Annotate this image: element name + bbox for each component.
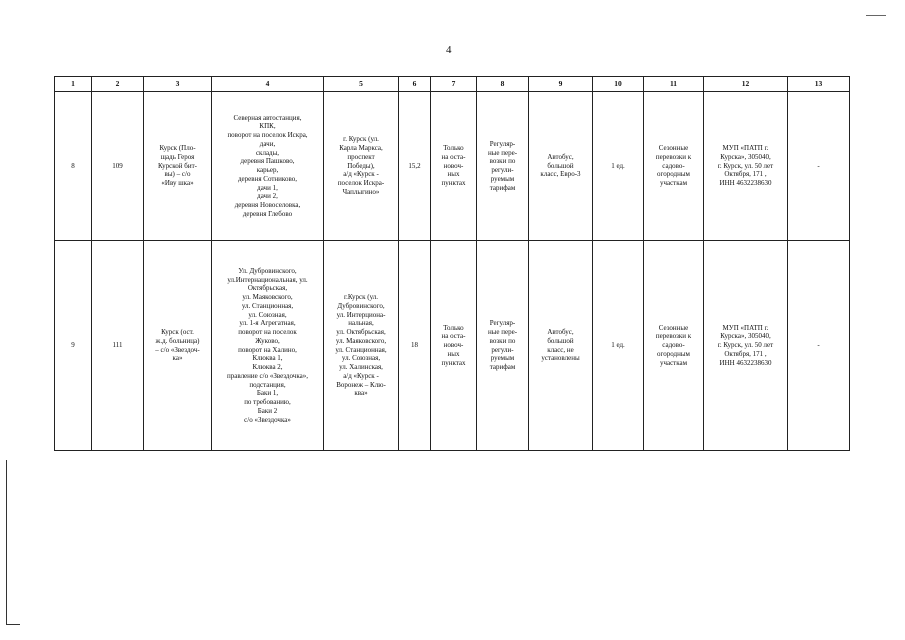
cell-route-name: Курск (Пло- щадь Героя Курской бит- вы) – с/о «Иву шка» bbox=[144, 92, 212, 241]
cell-carrier: МУП «ПАТП г. Курска», 305040, г. Курск, ул. 50 лет Октября, 171 , ИНН 4632238630 bbox=[704, 92, 788, 241]
column-header-2: 2 bbox=[92, 77, 144, 92]
column-header-4: 4 bbox=[212, 77, 324, 92]
column-header-6: 6 bbox=[399, 77, 431, 92]
cell-streets: г. Курск (ул. Карла Маркса, проспект Победы), а/д «Курск - поселок Искра- Чаплыгино» bbox=[324, 92, 399, 241]
table-row bbox=[55, 92, 850, 241]
cell-boarding-order: Только на оста- новоч- ных пунктах bbox=[431, 92, 477, 241]
cell-route-name: Курск (ост. ж.д. больница) – с/о «Звездоч- ка» bbox=[144, 241, 212, 451]
table-header-row bbox=[55, 77, 850, 92]
column-header-9: 9 bbox=[529, 77, 593, 92]
cell-boarding-order: Только на оста- новоч- ных пунктах bbox=[431, 241, 477, 451]
cell-route-index: 8 bbox=[55, 92, 92, 241]
corner-scan-mark bbox=[866, 15, 896, 18]
table-row bbox=[55, 241, 850, 451]
cell-extra: - bbox=[788, 92, 850, 241]
left-margin-scan-mark bbox=[6, 460, 9, 625]
cell-route-number: 111 bbox=[92, 241, 144, 451]
page-number: 4 bbox=[446, 44, 452, 56]
column-header-1: 1 bbox=[55, 77, 92, 92]
cell-transport-type: Регуляр- ные пере- возки по регули- руемым тарифам bbox=[477, 92, 529, 241]
cell-route-index: 9 bbox=[55, 241, 92, 451]
column-header-13: 13 bbox=[788, 77, 850, 92]
cell-vehicle-count: 1 ед. bbox=[593, 92, 644, 241]
cell-vehicle-class: Автобус, большой класс, не установлены bbox=[529, 241, 593, 451]
column-header-11: 11 bbox=[644, 77, 704, 92]
column-header-10: 10 bbox=[593, 77, 644, 92]
column-header-8: 8 bbox=[477, 77, 529, 92]
cell-length: 15,2 bbox=[399, 92, 431, 241]
cell-stops: Ул. Дубровинского, ул.Интернациональная, ул. Октябрьская, ул. Маяковского, ул. Станционная, ул. Союзная, ул. 1-я Агрегатная, поворот на поселок Жуково, поворот на Халино, Клюква 1, Клюква 2, правление с/о «Звездочка», подстанция, Баки 1, по требованию, Баки 2 с/о «Звездочка» bbox=[212, 241, 324, 451]
cell-transport-type: Регуляр- ные пере- возки по регули- руемым тарифам bbox=[477, 241, 529, 451]
cell-carrier: МУП «ПАТП г. Курска», 305040, г. Курск, ул. 50 лет Октября, 171 , ИНН 4632238630 bbox=[704, 241, 788, 451]
column-header-12: 12 bbox=[704, 77, 788, 92]
routes-table bbox=[54, 76, 850, 451]
bottom-margin-scan-mark bbox=[6, 624, 20, 625]
cell-schedule-notes: Сезонные перевозки к садово- огородным участкам bbox=[644, 92, 704, 241]
cell-schedule-notes: Сезонные перевозки к садово- огородным участкам bbox=[644, 241, 704, 451]
cell-route-number: 109 bbox=[92, 92, 144, 241]
cell-vehicle-class: Автобус, большой класс, Евро-3 bbox=[529, 92, 593, 241]
column-header-5: 5 bbox=[324, 77, 399, 92]
column-header-7: 7 bbox=[431, 77, 477, 92]
cell-length: 18 bbox=[399, 241, 431, 451]
cell-streets: г.Курск (ул. Дубровинского, ул. Интерциона- нальная, ул. Октябрьская, ул. Маяковского, ул. Станционная, ул. Союзная, ул. Халинская, а/д «Курск - Воронеж – Клю- ква» bbox=[324, 241, 399, 451]
cell-vehicle-count: 1 ед. bbox=[593, 241, 644, 451]
cell-extra: - bbox=[788, 241, 850, 451]
cell-stops: Северная автостанция, КПК, поворот на поселок Искра, дачи, склады, деревня Пашково, карьер, деревня Сотниково, дачи 1, дачи 2, деревня Новоселовка, деревня Глебово bbox=[212, 92, 324, 241]
column-header-3: 3 bbox=[144, 77, 212, 92]
